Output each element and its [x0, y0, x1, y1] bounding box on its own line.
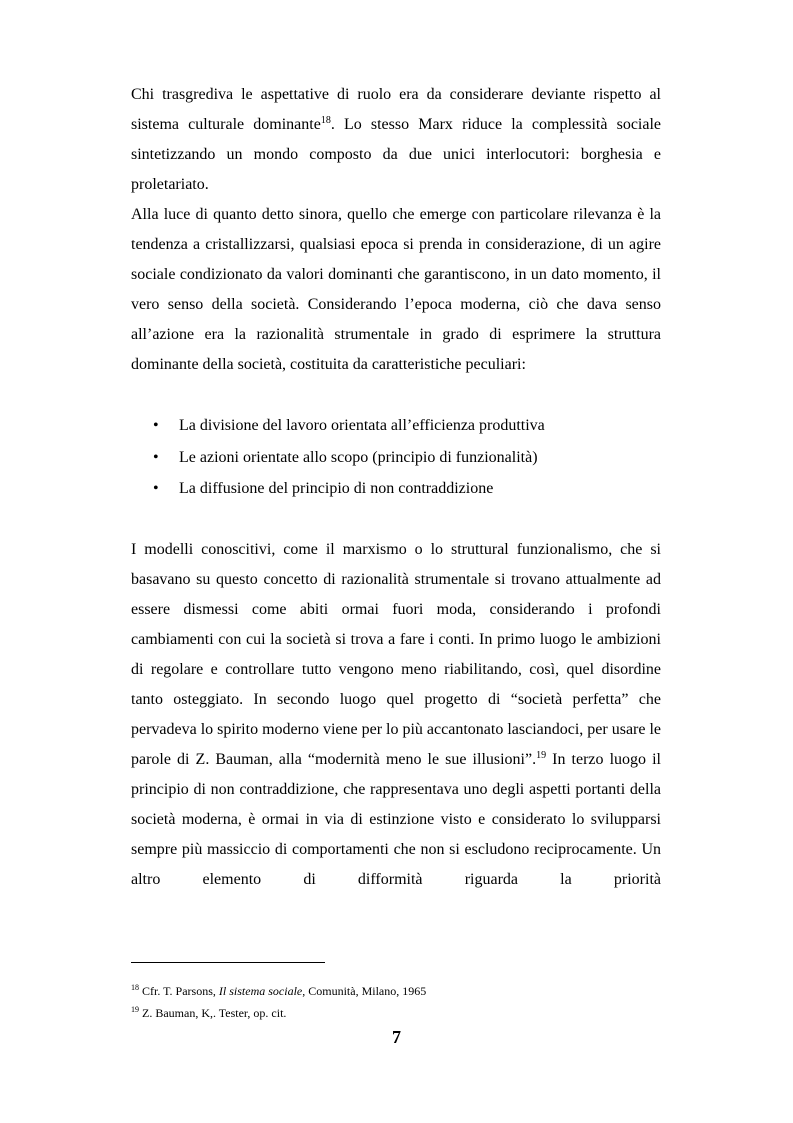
footnote-19	[131, 1002, 661, 1024]
list-item	[131, 473, 661, 505]
list-item-text: Le azioni orientate allo scopo (principio di funzionalità)	[179, 448, 538, 466]
paragraph-1	[131, 80, 661, 200]
bullet-icon: •	[153, 448, 159, 466]
paragraph-3	[131, 535, 661, 895]
list-item	[131, 442, 661, 474]
list-item-text: La divisione del lavoro orientata all’efficienza produttiva	[179, 417, 545, 434]
paragraph-2: Alla luce di quanto detto sinora, quello che emerge con particolare rilevanza è la tendenza a cristallizzarsi, qualsiasi epoca si prenda in considerazione, di un agire sociale condizionato da valori dominanti che garantiscono, in un dato momento, il vero senso della società. Considerando l’epoca moderna, ciò che dava senso all’azione era la razionalità strumentale in grado di esprimere la struttura dominante della società, costituita da caratteristiche peculiari:	[131, 206, 661, 373]
footnote-number: 18	[131, 983, 139, 992]
footnote-number: 19	[131, 1005, 139, 1014]
paragraph-1-text-b: . Lo stesso Marx riduce la complessità sociale sintetizzando un mondo composto da due unici interlocutori: borghesia e proletariato.	[131, 116, 662, 193]
footnotes	[131, 980, 661, 1024]
paragraph-3-text-b: In terzo luogo il principio di non contraddizione, che rappresentava uno degli aspetti portanti della società moderna, è ormai in via di estinzione visto e considerato lo svilupparsi sempre più massiccio di comportamenti che non si escludono reciprocamente. Un altro elemento di difformità riguarda la priorità	[131, 750, 661, 888]
footnote-text-end: , Comunità, Milano, 1965	[302, 984, 427, 998]
paragraph-3-text-a: I modelli conoscitivi, come il marxismo o lo struttural funzionalismo, che si basavano su questo concetto di razionalità strumentale si trovano attualmente ad essere dismessi come abiti ormai fuori moda, considerando i profondi cambiamenti con cui la società si trova a fare i conti. In primo luogo le ambizioni di regolare e controllare tutto vengono meno riabilitando, così, quel disordine tanto osteggiato. In secondo luogo quel progetto di “società perfetta” che pervadeva lo spirito moderno viene per lo più accantonato lasciandoci, per usare le parole di Z. Bauman, alla “modernità meno le sue illusioni”.	[131, 540, 662, 768]
footnote-text: Z. Bauman, K,. Tester, op. cit.	[139, 1006, 287, 1020]
paragraph-1-text-a: Chi trasgrediva le aspettative di ruolo era da considerare deviante rispetto al sistema culturale dominante	[131, 86, 661, 133]
footnote-18	[131, 980, 661, 1002]
bullet-icon: •	[153, 480, 159, 497]
footnote-divider	[131, 962, 325, 963]
list-item	[131, 410, 661, 442]
page-body	[131, 80, 661, 895]
bullet-icon: •	[153, 417, 159, 434]
list-item-text: La diffusione del principio di non contraddizione	[179, 480, 494, 497]
footnote-ref-19[interactable]: 19	[536, 749, 547, 761]
page-number: 7	[392, 1027, 401, 1047]
footnote-title: Il sistema sociale	[218, 984, 303, 998]
footnote-text: Cfr. T. Parsons,	[139, 984, 219, 998]
footnote-ref-18[interactable]: 18	[320, 115, 331, 126]
bullet-list	[131, 410, 661, 505]
